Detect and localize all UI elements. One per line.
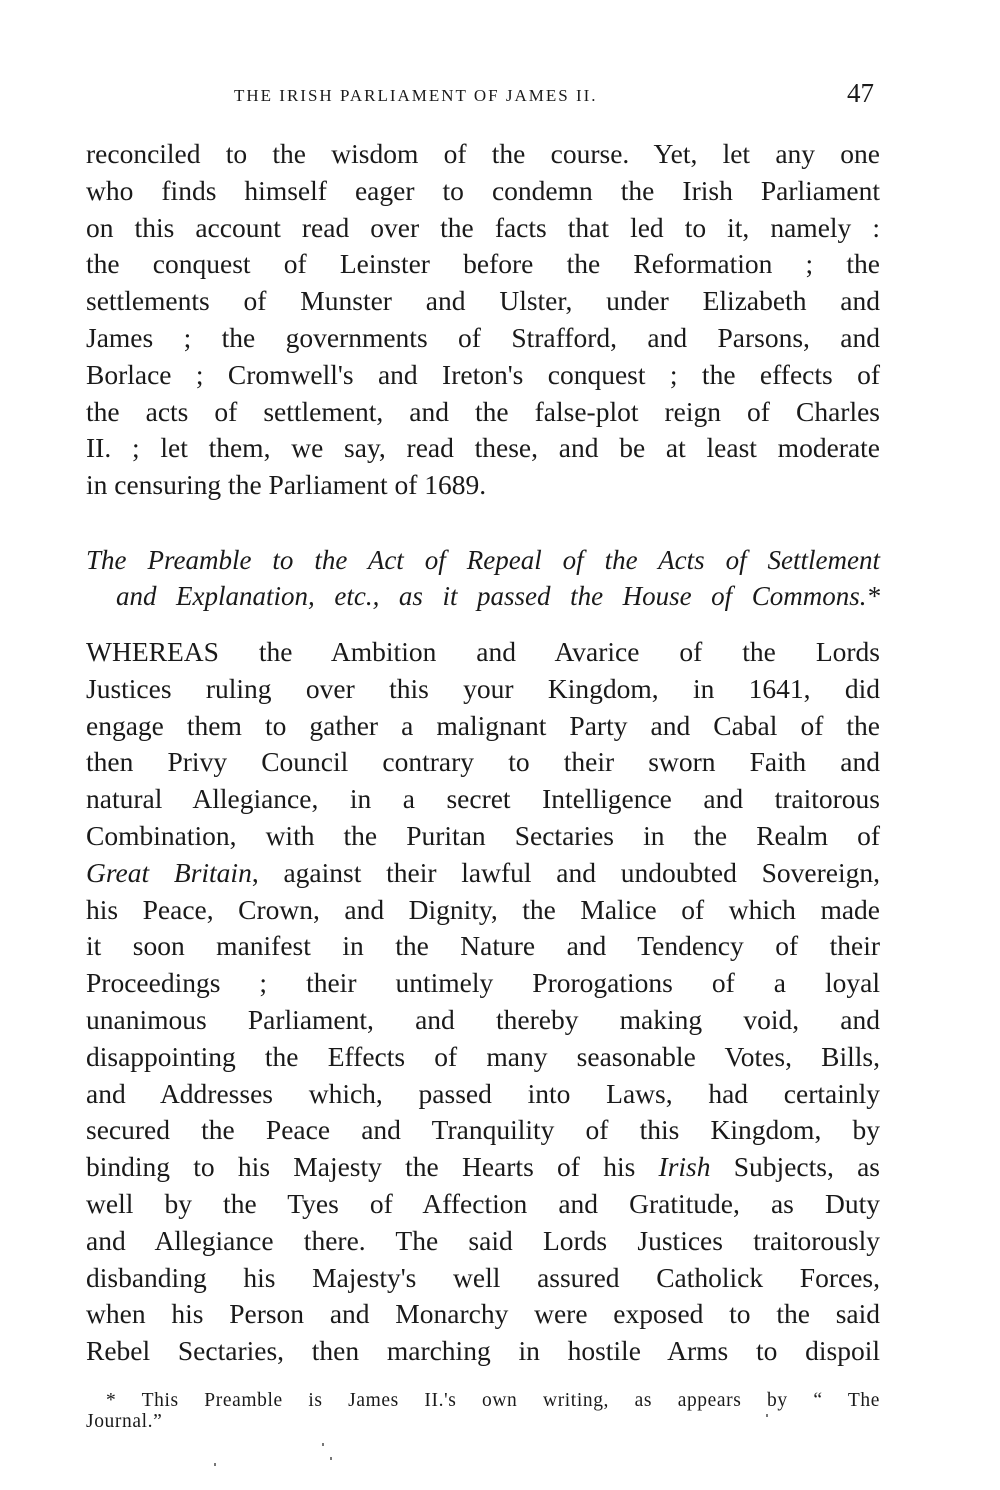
- text-line: natural Allegiance, in a secret Intelligence and traitorous: [86, 783, 880, 815]
- text-line: in censuring the Parliament of 1689.: [86, 469, 487, 501]
- italic-word: Irish: [658, 1151, 711, 1183]
- section-heading: [86, 542, 880, 614]
- text-line: Justices ruling over this your Kingdom, in 1641, did: [86, 672, 880, 704]
- text-line: on this account read over the facts that led to it, namely :: [86, 211, 880, 243]
- text-line: the acts of settlement, and the false-plot reign of Charles: [86, 395, 880, 427]
- scan-speck: [766, 1414, 768, 1417]
- text-line: disappointing the Effects of many seasonable Votes, Bills,: [86, 1040, 880, 1072]
- text-line: Borlace ; Cromwell's and Ireton's conquest ; the effects of: [86, 358, 880, 390]
- book-page: [86, 78, 880, 1432]
- paragraph-preamble: [86, 634, 880, 1370]
- text-line: James ; the governments of Strafford, and Parsons, and: [86, 321, 880, 353]
- heading-line-1: The Preamble to the Act of Repeal of the Acts of Settlement: [86, 544, 880, 575]
- text-line-italic-irish: binding to his Majesty the Hearts of his Irish Subjects, as: [86, 1151, 880, 1183]
- text-line: WHEREAS the Ambition and Avarice of the Lords: [86, 635, 880, 667]
- italic-word: Great Britain: [86, 856, 252, 888]
- text-line: II. ; let them, we say, read these, and be at least moderate: [86, 432, 880, 464]
- text-line: Rebel Sectaries, then marching in hostile Arms to dispoil: [86, 1335, 880, 1367]
- running-title: THE IRISH PARLIAMENT OF JAMES II.: [234, 86, 598, 105]
- footnote: [86, 1390, 880, 1432]
- text-line: reconciled to the wisdom of the course. Yet, let any one: [86, 138, 880, 169]
- text-line: Combination, with the Puritan Sectaries in the Realm of: [86, 819, 880, 851]
- text-line: who finds himself eager to condemn the Irish Parliament: [86, 174, 880, 206]
- text-line: his Peace, Crown, and Dignity, the Malice of which made: [86, 893, 880, 925]
- text-line: disbanding his Majesty's well assured Catholick Forces,: [86, 1261, 880, 1293]
- text-line: when his Person and Monarchy were exposed to the said: [86, 1298, 880, 1330]
- text-line-italic-great-britain: Great Britain, against their lawful and undoubted Sovereign,: [86, 856, 880, 888]
- page-number: 47: [847, 78, 874, 108]
- heading-line-2: and Explanation, etc., as it passed the House of Commons.*: [116, 580, 880, 611]
- footnote-line-2: Journal.”: [86, 1410, 163, 1432]
- text-line: well by the Tyes of Affection and Gratitude, as Duty: [86, 1187, 880, 1219]
- text-line: then Privy Council contrary to their sworn Faith and: [86, 746, 880, 778]
- text-line: secured the Peace and Tranquility of this Kingdom, by: [86, 1114, 880, 1146]
- text-line: it soon manifest in the Nature and Tendency of their: [86, 930, 880, 962]
- text-line: unanimous Parliament, and thereby making void, and: [86, 1003, 880, 1035]
- running-head: [86, 78, 880, 118]
- text-line: Proceedings ; their untimely Prorogations of a loyal: [86, 967, 880, 999]
- scan-speck: [330, 1457, 332, 1460]
- scan-speck: [214, 1463, 216, 1466]
- text-line: engage them to gather a malignant Party and Cabal of the: [86, 709, 880, 741]
- text-line: and Allegiance there. The said Lords Justices traitorously: [86, 1224, 880, 1256]
- text-line: settlements of Munster and Ulster, under Elizabeth and: [86, 285, 880, 317]
- scan-speck: [322, 1443, 324, 1446]
- text-line: the conquest of Leinster before the Reformation ; the: [86, 248, 880, 280]
- text-line: and Addresses which, passed into Laws, had certainly: [86, 1077, 880, 1109]
- footnote-line-1: * This Preamble is James II.'s own writing, as appears by “ The: [106, 1389, 880, 1411]
- paragraph-conclusion: [86, 136, 880, 504]
